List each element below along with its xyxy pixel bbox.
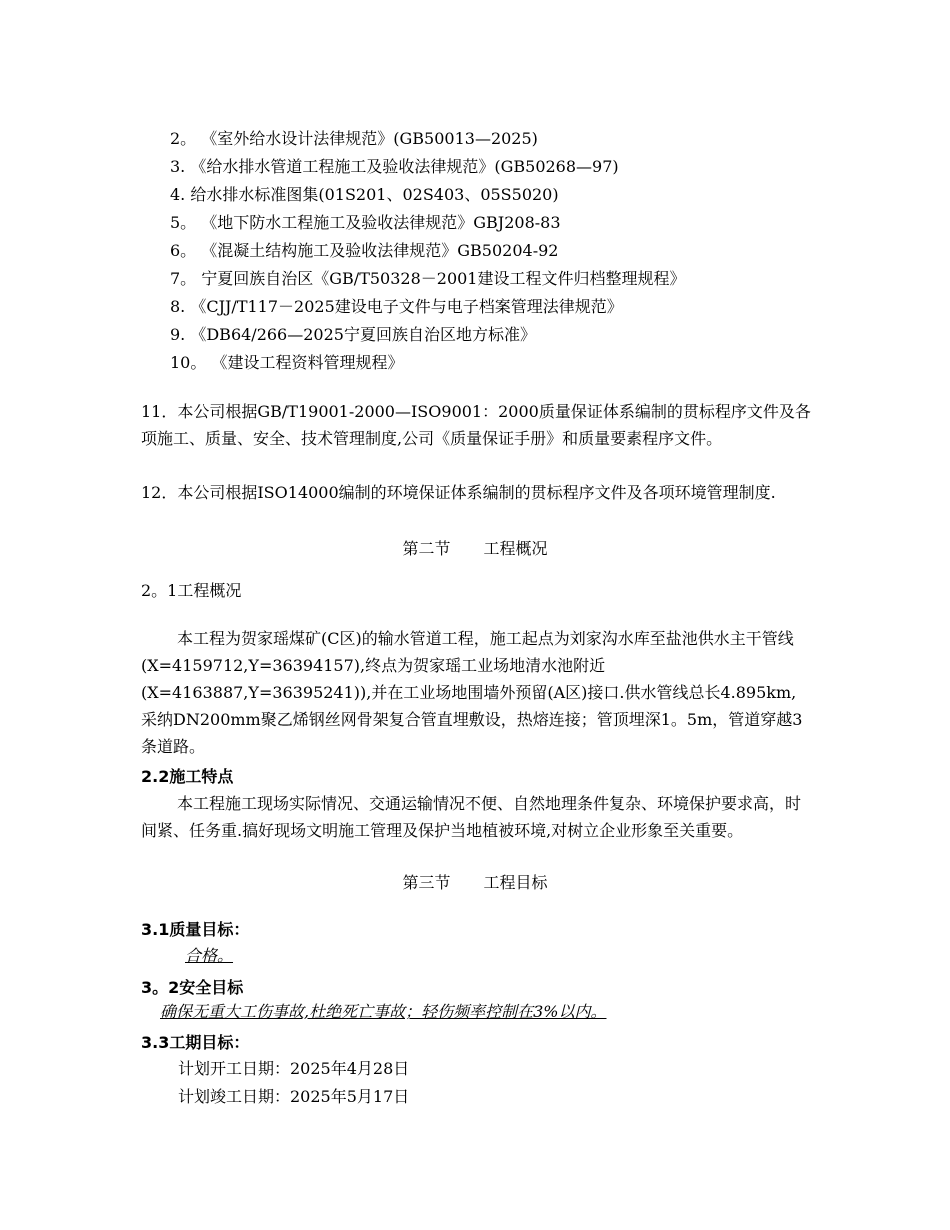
reference-item: 5。 《地下防水工程施工及验收法律规范》GBJ208-83 — [170, 213, 561, 232]
safety-target-value: 确保无重大工伤事故,杜绝死亡事故；轻伤频率控制在3%以内。 — [160, 1002, 607, 1021]
planned-start-date: 计划开工日期：2025年4月28日 — [178, 1059, 410, 1078]
reference-item: 4. 给水排水标准图集(01S201、02S403、05S5020) — [170, 185, 559, 204]
reference-item: 9. 《DB64/266—2025宁夏回族自治区地方标准》 — [170, 325, 536, 344]
subsection-title: 2。1工程概况 — [141, 581, 242, 600]
reference-item: 10。 《建设工程资料管理规程》 — [170, 353, 404, 372]
project-overview-paragraph: 本工程为贺家瑶煤矿(C区)的输水管道工程，施工起点为刘家沟水库至盐池供水主干管线(X=4159712,Y=36394157),终点为贺家瑶工业场地清水池附近(X=4163887,Y=36395241)),并在工业场地围墙外预留(A区)接口.供水管线总长4.895km,采纳DN200mm聚乙烯钢丝网骨架复合管直埋敷设，热熔连接；管顶埋深1。5m，管道穿越3条道路。 — [141, 629, 803, 756]
subsection-title: 2.2施工特点 — [141, 767, 234, 786]
reference-item: 6。 《混凝土结构施工及验收法律规范》GB50204-92 — [170, 241, 559, 260]
section-heading: 第二节 工程概况 — [402, 539, 548, 558]
schedule-target-title: 3.3工期目标： — [141, 1033, 250, 1052]
planned-end-date: 计划竣工日期：2025年5月17日 — [178, 1087, 410, 1106]
safety-target-title: 3。2安全目标 — [141, 978, 244, 997]
reference-item: 3. 《给水排水管道工程施工及验收法律规范》(GB50268—97) — [170, 157, 619, 176]
reference-item: 7。 宁夏回族自治区《GB/T50328－2001建设工程文件归档整理规程》 — [170, 269, 686, 288]
reference-item-11: 11．本公司根据GB/T19001-2000—ISO9001：2000质量保证体系编制的贯标程序文件及各项施工、质量、安全、技术管理制度,公司《质量保证手册》和质量要素程序文件。 — [141, 402, 811, 448]
quality-target-title: 3.1质量目标： — [141, 920, 250, 939]
reference-item: 2。 《室外给水设计法律规范》(GB50013—2025) — [170, 129, 538, 148]
reference-item: 8. 《CJJ/T117－2025建设电子文件与电子档案管理法律规范》 — [170, 297, 623, 316]
construction-features-paragraph: 本工程施工现场实际情况、交通运输情况不便、自然地理条件复杂、环境保护要求高，时间紧、任务重.搞好现场文明施工管理及保护当地植被环境,对树立企业形象至关重要。 — [141, 794, 802, 840]
section-heading: 第三节 工程目标 — [402, 873, 548, 892]
quality-target-value: 合格。 — [185, 946, 234, 965]
reference-item-12: 12．本公司根据ISO14000编制的环境保证体系编制的贯标程序文件及各项环境管理制度. — [141, 483, 776, 502]
